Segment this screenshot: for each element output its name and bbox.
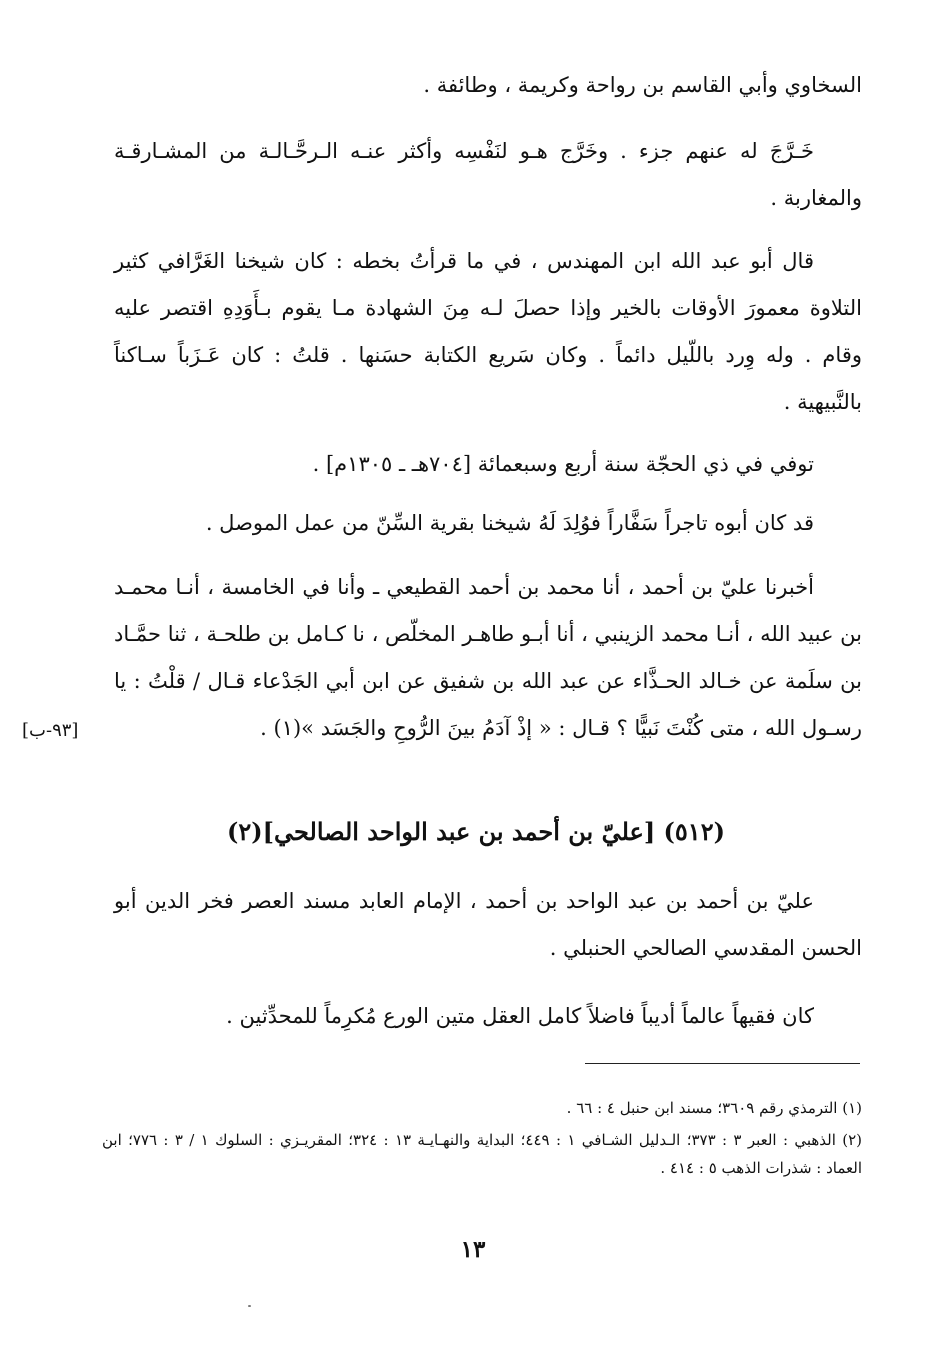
paragraph-birthplace: قد كان أبوه تاجراً سَفَّاراً فوُلِدَ لَهُ شيخنا بقرية السِّنّ من عمل الموصل . <box>205 511 814 535</box>
paragraph-character: كان فقيهاً عالماً أديباً فاضلاً كامل العقل متين الورع مُكرِماً للمحدِّثين . <box>226 1004 814 1028</box>
paragraph-scholars-list: السخاوي وأبي القاسم بن رواحة وكريمة ، وطائفة . <box>423 73 862 97</box>
paragraph-biography-name: عليّ بن أحمد بن عبد الواحد بن أحمد ، الإمام العابد مسند العصر فخر الدين أبو الحسن المقدسي الصالحي الحنبلي . <box>114 889 862 960</box>
footnote-separator <box>585 1063 860 1064</box>
page-number: ١٣ <box>460 1236 486 1263</box>
footnote-2: (٢) الذهبي : العبر ٣ : ٣٧٣؛ الـدليل الشـافي ١ : ٤٤٩؛ البداية والنهـايـة ١٣ : ٣٢٤؛ المقريـزي : السلوك ١ / ٣ : ٧٧٦؛ ابن العماد : شذرات الذهب ٥ : ٤١٤ . <box>102 1131 863 1177</box>
paragraph-takhrij: خَـرَّجَ له عنهم جزء . وخَرَّج هـو لنَفْسِه وأكثر عنـه الـرحَّـالـة من المشـارقـة والمغاربة . <box>114 139 862 210</box>
paragraph-hadith-isnad: أخبرنا عليّ بن أحمد ، أنا محمد بن أحمد القطيعي ـ وأنا في الخامسة ، أنـا محمـد بن عبيد الله ، أنـا محمد الزينبي ، أنا أبـو طاهـر المخلّص ، نا كـامل بن طلحـة ، ثنا حمَّـاد بن سلَمة عن خـالد الحـذَّاء عن عبد الله بن شفيق عن ابن أبي الجَدْعاء قـال / قلْتُ : يا رسـول الله ، متى كُنْتَ نَبيًّا ؟ قـال : « إذْ آدَمُ بينَ الرُّوحِ والجَسَد »(١) . <box>114 575 862 740</box>
paragraph-ibn-al-muhandis-quote: قال أبو عبد الله ابن المهندس ، في ما قرأتُ بخطه : كان شيخنا الغَرَّافي كثير التلاوة معمورَ الأوقات بالخير وإذا حصلَ لـه مِنَ الشهادة مـا يقوم بـأَوَدِهِ اقتصر عليه وقام . وله وِرد باللّيل دائماً . وكان سَريع الكتابة حسَنها . قلتُ : كان عَـزَباً سـاكناً بالنَّبيهية . <box>114 249 862 414</box>
entry-heading: (٥١٢) [عليّ بن أحمد بن عبد الواحد الصالحي](٢) <box>227 817 725 846</box>
manuscript-folio-marker: [٩٣-ب] <box>22 720 79 741</box>
paragraph-death-date: توفي في ذي الحجّة سنة أربع وسبعمائة [٧٠٤هـ ـ ١٣٠٥م] . <box>312 452 814 476</box>
scan-speck <box>248 1305 251 1307</box>
footnote-1: (١) الترمذي رقم ٣٦٠٩؛ مسند ابن حنبل ٤ : ٦٦ . <box>566 1099 862 1117</box>
